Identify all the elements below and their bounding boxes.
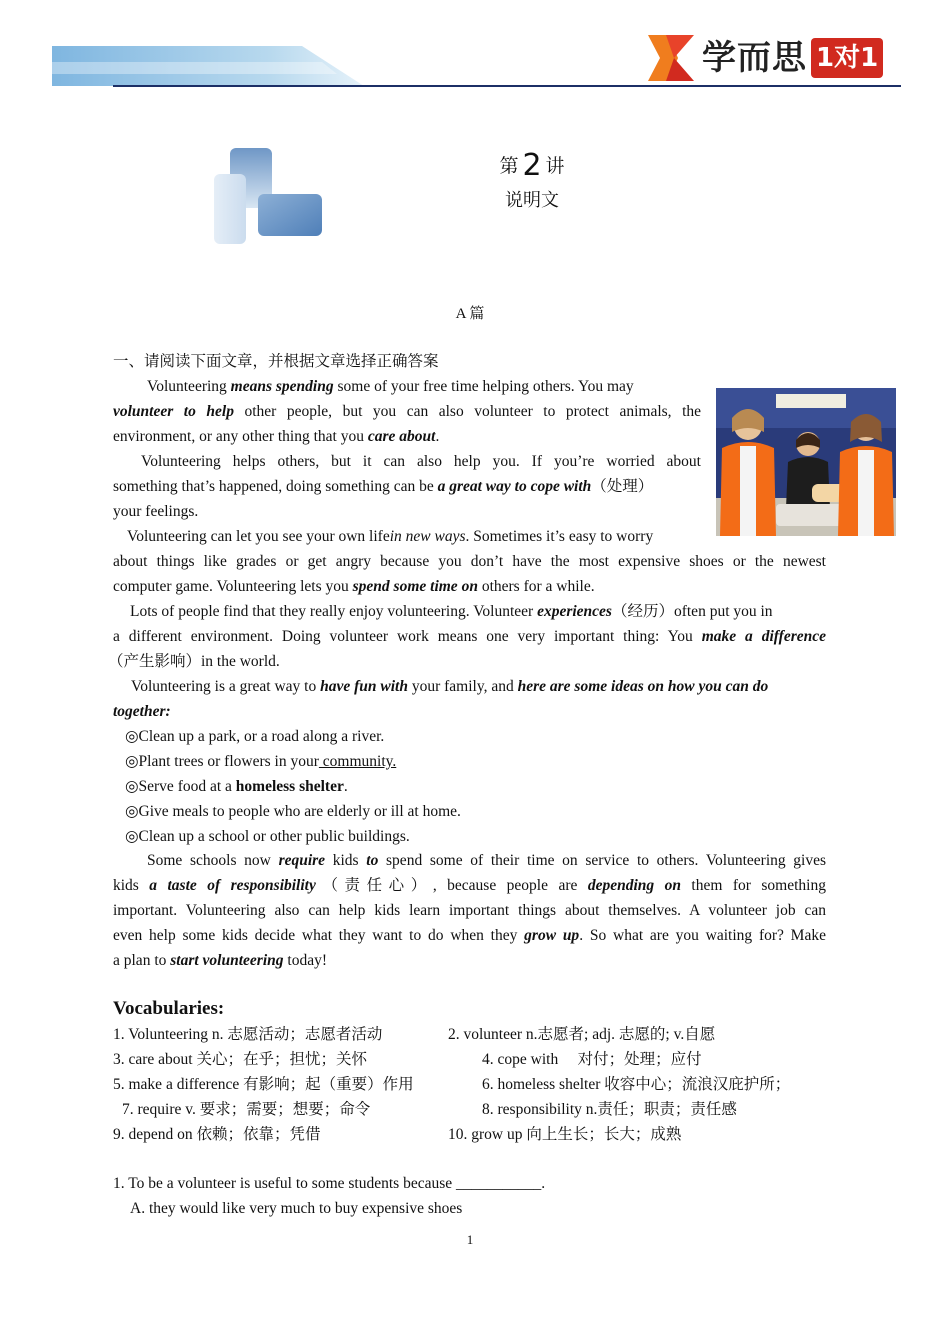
- text-run: together:: [113, 703, 171, 720]
- passage-line: [113, 948, 826, 973]
- idea-list-item: [125, 799, 838, 824]
- list-1: [125, 753, 396, 770]
- text-run: depending on: [587, 877, 681, 894]
- text-run: some of your free time helping others. You may: [333, 378, 634, 395]
- p3a: [127, 528, 653, 545]
- p5b: [113, 703, 171, 720]
- question-option-a[interactable]: A. they would like very much to buy expensive shoes: [130, 1200, 463, 1217]
- p1c: [113, 428, 439, 445]
- passage-line: [130, 599, 843, 624]
- text-run: volunteer to help: [113, 403, 234, 420]
- idea-list-item: [125, 774, 838, 799]
- passage-line: [147, 374, 701, 399]
- text-run: Volunteering can let you see your own life: [127, 528, 390, 545]
- vocab-item: 5. make a difference 有影响；起（重要）作用: [113, 1076, 414, 1093]
- text-run: Volunteering: [147, 378, 231, 395]
- text-run: other people, but you can also volunteer to protect animals, the: [233, 403, 702, 420]
- text-run: means spending: [230, 378, 334, 395]
- passage-line: [131, 674, 826, 699]
- vocab-item: 10. grow up 向上生长；长大；成熟: [448, 1126, 682, 1143]
- p6a: [147, 852, 826, 869]
- text-run: （产生影响）in the world.: [108, 653, 280, 670]
- text-run: （经历）often put you in: [611, 603, 773, 620]
- p4a: [130, 603, 773, 620]
- text-run: care about: [367, 428, 436, 445]
- lesson-suffix: 讲: [545, 155, 565, 177]
- brand-suffix-badge: 1对1: [811, 38, 883, 78]
- text-run: spend some of their time on service to others. Volunteering gives: [378, 852, 827, 869]
- text-run: make a difference: [701, 628, 826, 645]
- passage-line: [113, 499, 826, 524]
- text-run: your family, and: [407, 678, 518, 695]
- vocab-item: 7. require v. 要求；需要；想要；命令: [122, 1101, 371, 1118]
- p4b: [113, 628, 826, 645]
- p6b: [113, 877, 826, 894]
- text-run: even help some kids decide what they want to do when they: [113, 927, 525, 944]
- p6d: [113, 927, 826, 944]
- passage-line: [113, 424, 826, 449]
- vocab-item: 1. Volunteering n. 志愿活动；志愿者活动: [113, 1026, 383, 1043]
- text-run: experiences: [537, 603, 612, 620]
- text-run: .: [435, 428, 440, 445]
- brand-logo: [648, 34, 903, 82]
- text-run: here are some ideas on how you can do: [517, 678, 769, 695]
- passage-line: [113, 873, 826, 898]
- passage-line: [113, 574, 826, 599]
- text-run: Some schools now: [147, 852, 279, 869]
- text-run: spend some time on: [352, 578, 478, 595]
- text-run: in new ways: [389, 528, 466, 545]
- passage-line: [147, 848, 826, 873]
- text-run: about things like grades or get angry because you don’t have the most expensive shoes or the newest: [113, 553, 826, 570]
- lesson-title: [432, 148, 632, 183]
- vocab-item: 6. homeless shelter 收容中心；流浪汉庇护所；: [482, 1076, 791, 1093]
- text-run: community.: [318, 753, 397, 770]
- text-run: Volunteering is a great way to: [131, 678, 321, 695]
- passage-line: [127, 524, 840, 549]
- p1b: [113, 403, 701, 420]
- decorative-blocks: [212, 146, 324, 246]
- text-run: require: [278, 852, 326, 869]
- text-run: a great way to cope with: [437, 478, 592, 495]
- header-rule: [113, 85, 901, 87]
- text-run: computer game. Volunteering lets you: [113, 578, 353, 595]
- passage-line: [113, 699, 826, 724]
- text-run: . So what are you waiting for? Make: [579, 927, 826, 944]
- idea-list-item: [125, 749, 838, 774]
- text-run: .: [343, 778, 348, 795]
- p2a: [141, 453, 701, 470]
- p2b: [113, 478, 653, 495]
- text-run: Volunteering helps others, but it can also help you. If you’re worried about: [141, 453, 701, 470]
- p1: [147, 378, 634, 395]
- p3c: [113, 578, 595, 595]
- text-run: environment, or any other thing that you: [113, 428, 368, 445]
- text-run: important. Volunteering also can help kids learn important things about themselves. A volunteer job can: [113, 902, 826, 919]
- text-run: Lots of people find that they really enjoy volunteering. Volunteer: [130, 603, 538, 620]
- list-0: [125, 728, 384, 745]
- text-run: ◎Give meals to people who are elderly or ill at home.: [125, 803, 461, 820]
- list-4: [125, 828, 410, 845]
- text-run: kids: [113, 877, 150, 894]
- text-run: . Sometimes it’s easy to worry: [465, 528, 654, 545]
- page-number: 1: [466, 1232, 474, 1247]
- text-run: ◎Clean up a school or other public buildings.: [125, 828, 410, 845]
- text-run: ◎Plant trees or flowers in your: [125, 753, 319, 770]
- header-banner: [52, 44, 364, 86]
- text-run: a taste of responsibility: [149, 877, 316, 894]
- passage-line: [113, 898, 826, 923]
- text-run: ◎Clean up a park, or a road along a river.: [125, 728, 385, 745]
- text-run: something that’s happened, doing something can be: [113, 478, 438, 495]
- passage-line: [113, 923, 826, 948]
- lesson-prefix: 第: [499, 155, 519, 177]
- text-run: grow up: [524, 927, 580, 944]
- brand-x-icon: [648, 35, 694, 81]
- text-run: your feelings.: [113, 503, 199, 520]
- vocab-item: 8. responsibility n.责任；职责；责任感: [482, 1101, 737, 1118]
- brand-name: 学而思: [702, 38, 807, 78]
- section-label: A 篇: [455, 306, 485, 322]
- question-stem: 1. To be a volunteer is useful to some students because ___________.: [113, 1175, 546, 1192]
- passage-line: [108, 649, 821, 674]
- list-2: [125, 778, 348, 795]
- p6e: [113, 952, 327, 969]
- p2c: [113, 503, 198, 520]
- text-run: start volunteering: [170, 952, 284, 969]
- text-run: to: [366, 852, 379, 869]
- passage-line: [113, 399, 701, 424]
- passage-line: [113, 549, 826, 574]
- idea-list-item: [125, 724, 838, 749]
- vocab-item: 9. depend on 依赖；依靠；凭借: [113, 1126, 321, 1143]
- text-run: （责任心）, because people are: [315, 877, 588, 894]
- p5a: [131, 678, 768, 695]
- vocab-title: Vocabularies:: [113, 998, 225, 1019]
- text-run: have fun with: [320, 678, 408, 695]
- lesson-subtitle: 说明文: [505, 190, 559, 211]
- idea-list-item: [125, 824, 838, 849]
- vocab-item: 3. care about 关心；在乎；担忧；关怀: [113, 1051, 367, 1068]
- passage-line: [141, 449, 701, 474]
- text-run: today!: [283, 952, 327, 969]
- vocab-item: 2. volunteer n.志愿者; adj. 志愿的; v.自愿: [448, 1026, 716, 1043]
- text-run: kids: [325, 852, 367, 869]
- text-run: them for something: [680, 877, 826, 894]
- text-run: a plan to: [113, 952, 171, 969]
- passage-line: [113, 474, 826, 499]
- text-run: homeless shelter: [235, 778, 344, 795]
- instruction-text: 一、请阅读下面文章，并根据文章选择正确答案: [113, 353, 439, 370]
- vocab-item: 4. cope with 对付；处理；应付: [482, 1051, 702, 1068]
- p6c: [113, 902, 826, 919]
- text-run: others for a while.: [477, 578, 595, 595]
- lesson-number: 2: [522, 148, 542, 183]
- p3b: [113, 553, 826, 570]
- p4c: [108, 653, 280, 670]
- text-run: ◎Serve food at a: [125, 778, 236, 795]
- list-3: [125, 803, 461, 820]
- text-run: （处理）: [591, 478, 654, 495]
- text-run: a different environment. Doing volunteer work means one very important thing: You: [113, 628, 702, 645]
- passage-line: [113, 624, 826, 649]
